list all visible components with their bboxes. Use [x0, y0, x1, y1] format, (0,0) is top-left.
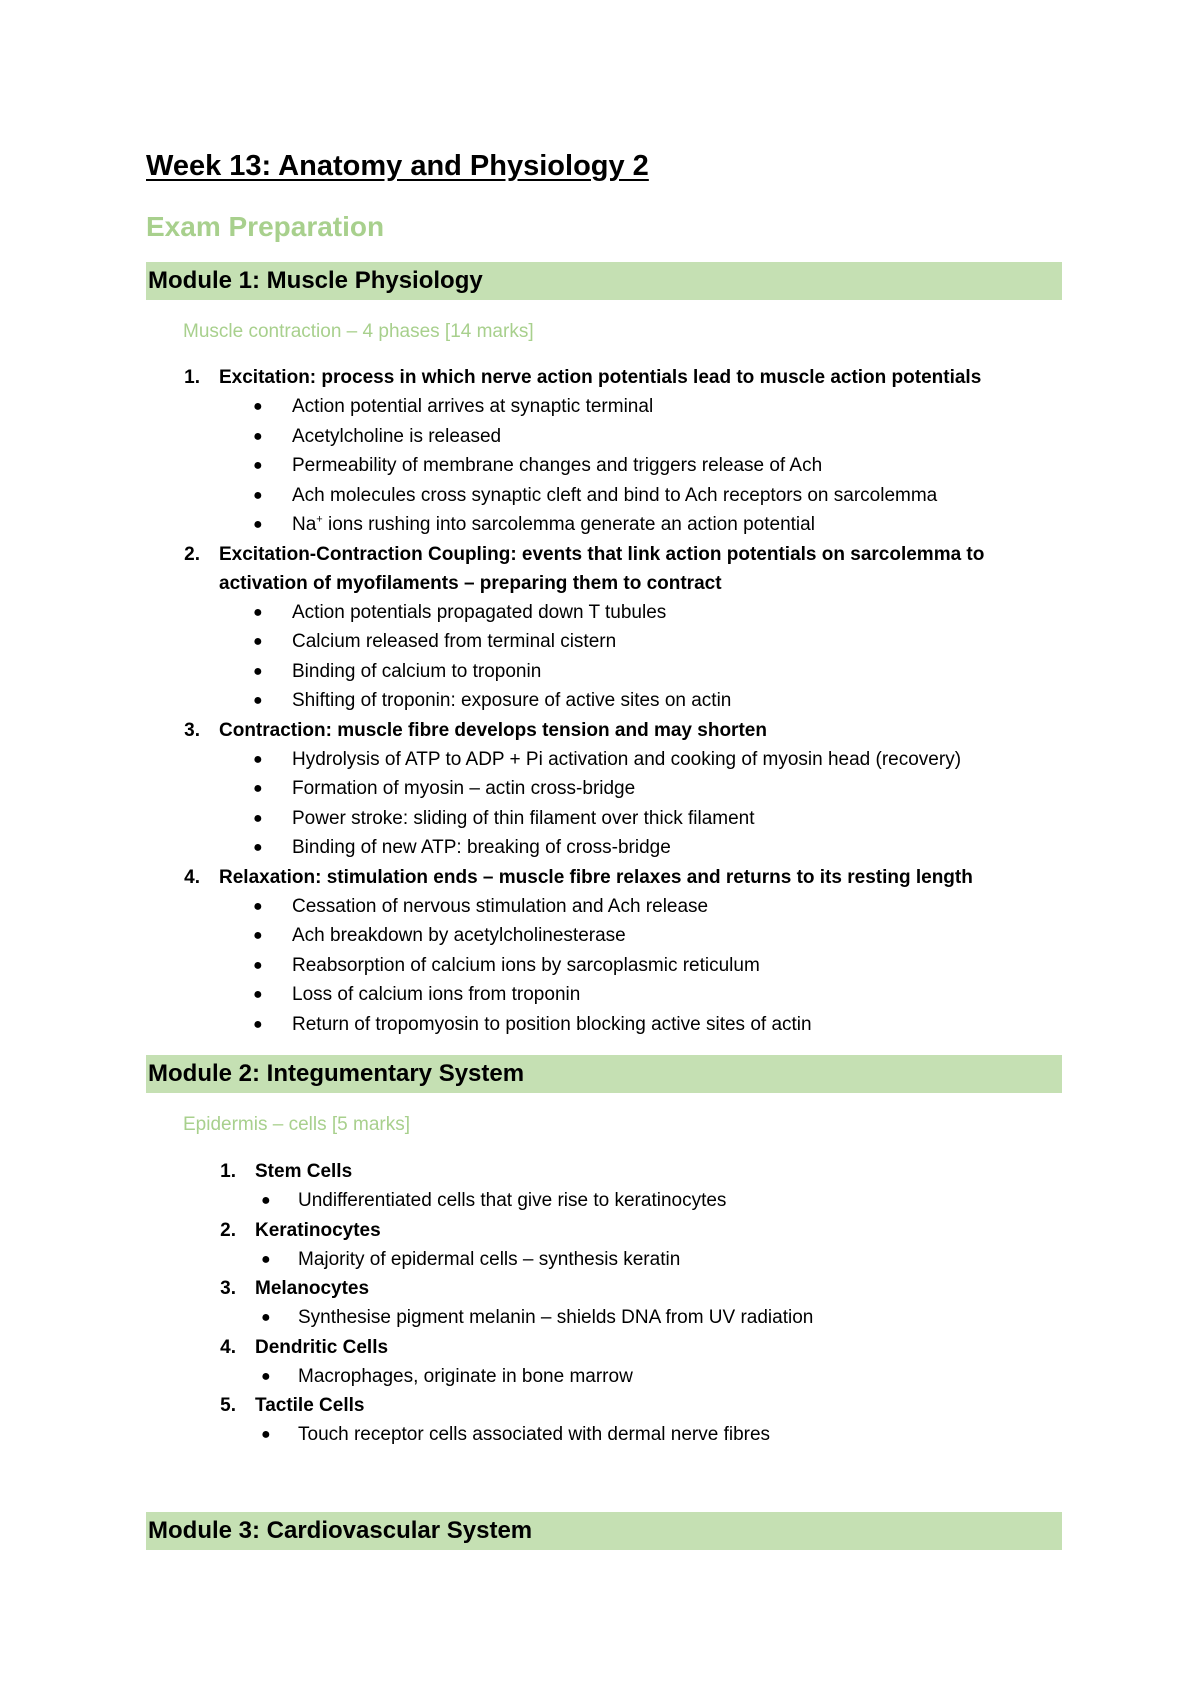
bullet-item: ● Cessation of nervous stimulation and Ach release — [0, 892, 1200, 922]
bullet-item: ● Permeability of membrane changes and triggers release of Ach — [0, 451, 1200, 481]
bullet-icon: ● — [253, 780, 263, 797]
bullet-icon: ● — [261, 1192, 271, 1209]
list-item: 3. Melanocytes — [220, 1278, 370, 1299]
list-item: 4. Relaxation: stimulation ends – muscle fibre relaxes and returns to its resting length — [184, 866, 973, 888]
bullet-item: ● Synthesise pigment melanin – shields DNA from UV radiation — [0, 1303, 1200, 1333]
list-item-continuation: activation of myofilaments – preparing them to contract — [219, 572, 722, 594]
bullet-icon: ● — [253, 839, 263, 856]
list-item: 5. Tactile Cells — [220, 1395, 365, 1416]
page-subtitle: Exam Preparation — [146, 211, 385, 242]
module-2-section-title: Epidermis – cells [5 marks] — [183, 1114, 411, 1135]
list-item: 1. Stem Cells — [220, 1161, 353, 1182]
bullet-item: ● Ach breakdown by acetylcholinesterase — [0, 921, 1200, 951]
bullet-item: ● Formation of myosin – actin cross-bridge — [0, 774, 1200, 804]
bullet-icon: ● — [253, 809, 263, 827]
bullet-icon: ● — [253, 956, 263, 974]
bullet-icon: ● — [261, 1367, 271, 1385]
bullet-icon: ● — [253, 1015, 263, 1033]
sodium-ion: Na — [292, 514, 317, 535]
list-item: 1. Excitation: process in which nerve action potentials lead to muscle action potentials — [184, 367, 982, 388]
bullet-icon: ● — [253, 750, 263, 768]
bullet-icon: ● — [253, 398, 263, 415]
bullet-item: ● Undifferentiated cells that give rise to keratinocytes — [0, 1186, 1200, 1216]
module-2-list — [0, 1157, 1200, 1450]
bullet-item: ● Shifting of troponin: exposure of active sites on actin — [0, 686, 1200, 716]
bullet-item: ● Power stroke: sliding of thin filament over thick filament — [0, 804, 1200, 834]
bullet-item: ● Binding of calcium to troponin — [0, 657, 1200, 687]
page-title: Week 13: Anatomy and Physiology 2 — [146, 150, 649, 182]
bullet-icon: ● — [261, 1426, 271, 1443]
bullet-item: ● Acetylcholine is released — [0, 422, 1200, 452]
bullet-icon: ● — [253, 927, 263, 944]
bullet-icon: ● — [253, 897, 263, 915]
bullet-item: ● Na+ ions rushing into sarcolemma generate an action potential — [0, 510, 1200, 540]
module-1-heading: Module 1: Muscle Physiology — [146, 262, 1062, 300]
bullet-item: ● Action potential arrives at synaptic terminal — [0, 392, 1200, 422]
bullet-icon: ● — [253, 986, 263, 1003]
list-item: 2. Keratinocytes — [220, 1219, 381, 1241]
bullet-item: ● Return of tropomyosin to position blocking active sites of actin — [0, 1010, 1200, 1040]
module-1-list — [0, 363, 1200, 1039]
bullet-icon: ● — [253, 427, 263, 445]
module-3-heading: Module 3: Cardiovascular System — [146, 1512, 1062, 1550]
module-1-section-title: Muscle contraction – 4 phases [14 marks] — [183, 321, 534, 342]
bullet-item: ● Macrophages, originate in bone marrow — [0, 1362, 1200, 1392]
bullet-icon: ● — [253, 603, 263, 621]
bullet-icon: ● — [253, 662, 263, 680]
bullet-icon: ● — [261, 1309, 271, 1326]
bullet-icon: ● — [253, 457, 263, 474]
list-item: 3. Contraction: muscle fibre develops tension and may shorten — [184, 719, 767, 741]
bullet-item: ● Binding of new ATP: breaking of cross-bridge — [0, 833, 1200, 863]
bullet-item: ● Reabsorption of calcium ions by sarcoplasmic reticulum — [0, 951, 1200, 981]
bullet-item: ● Ach molecules cross synaptic cleft and bind to Ach receptors on sarcolemma — [0, 481, 1200, 511]
bullet-item: ● Touch receptor cells associated with dermal nerve fibres — [0, 1420, 1200, 1450]
bullet-icon: ● — [253, 633, 263, 650]
bullet-item: ● Action potentials propagated down T tubules — [0, 598, 1200, 628]
bullet-item: ● Calcium released from terminal cistern — [0, 627, 1200, 657]
list-item: 2. Excitation-Contraction Coupling: events that link action potentials on sarcolemma to — [184, 543, 985, 565]
bullet-icon: ● — [261, 1250, 271, 1268]
bullet-item: ● Loss of calcium ions from troponin — [0, 980, 1200, 1010]
bullet-item: ● Majority of epidermal cells – synthesis keratin — [0, 1245, 1200, 1275]
bullet-icon: ● — [253, 516, 263, 533]
bullet-icon: ● — [253, 692, 263, 709]
bullet-icon: ● — [253, 486, 263, 504]
bullet-item: ● Hydrolysis of ATP to ADP + Pi activation and cooking of myosin head (recovery) — [0, 745, 1200, 775]
module-2-heading: Module 2: Integumentary System — [146, 1055, 1062, 1093]
list-item: 4. Dendritic Cells — [220, 1336, 389, 1358]
